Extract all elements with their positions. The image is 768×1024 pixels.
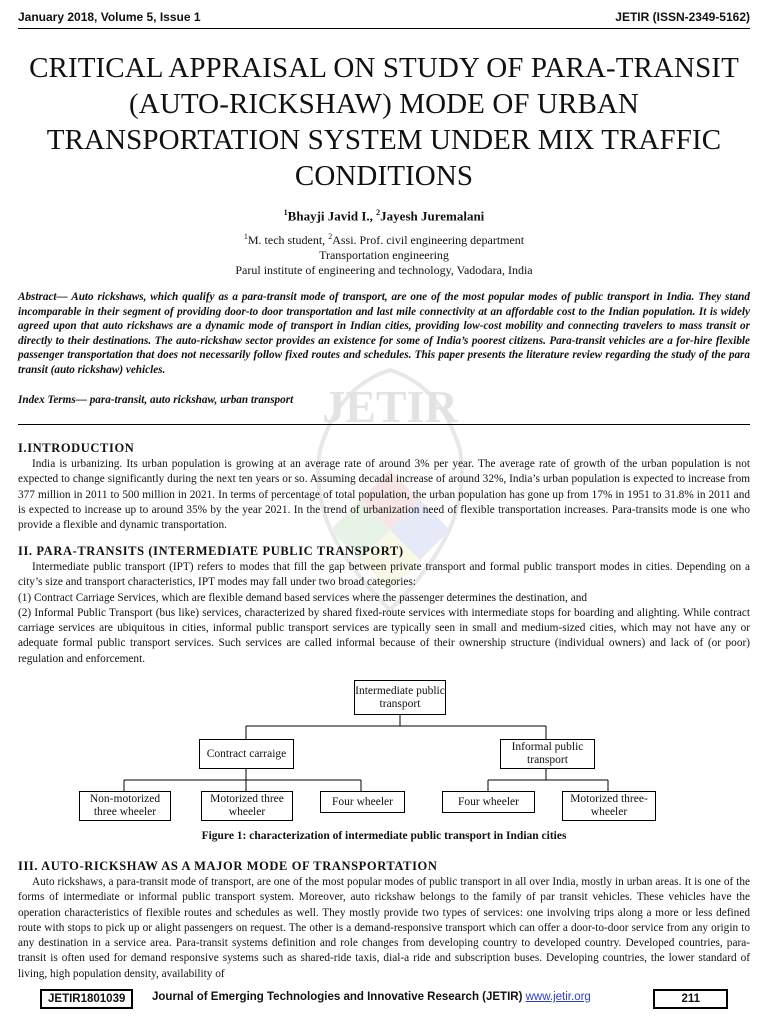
affiliation-line-1: [0, 229, 768, 248]
journal-title: Journal of Emerging Technologies and Innovative Research (JETIR): [152, 991, 526, 1003]
affiliation-block: [0, 229, 768, 278]
para-transit-paragraph-2: (1) Contract Carriage Services, which are flexible demand based services where the passenger determines the destination, and: [18, 591, 588, 604]
affiliation-line-3: Parul institute of engineering and technology, Vadodara, India: [235, 263, 533, 277]
introduction-heading: I.INTRODUCTION: [18, 441, 135, 455]
issue-info: January 2018, Volume 5, Issue 1: [18, 10, 201, 24]
affil-role-1: M. tech student,: [247, 233, 329, 247]
ipt-classification-diagram: [0, 670, 768, 830]
journal-issn: JETIR (ISSN-2349-5162): [615, 10, 750, 24]
watermark-text: JETIR: [322, 381, 458, 432]
author2-name: Jayesh Juremalani: [380, 208, 485, 224]
running-header: [18, 10, 750, 28]
author-line: [0, 208, 768, 224]
node-four-wheeler-contract: Four wheeler: [320, 791, 405, 813]
journal-link[interactable]: www.jetir.org: [525, 991, 591, 1003]
auto-rickshaw-paragraph: Auto rickshaws, a para-transit mode of transport, are one of the most popular modes of public transport in all over India, mostly in urban areas. It is one of the forms of intermediate or informal public transport system. Moreover, auto rickshaw belongs to the family of par transit vehicles. These vehicles have the operation characteristics of flexible routes and schedules as well. They mostly provide two types of services: one involving trips along a more or less defined route with stops to pick up or alight passengers on request. The other is a demand-responsive transport which can offer a door-to-door service from any origin to any destination in a service area. Para-transit systems definition and role changes from developing country to developed country. Developed countries, para-transit is often used for demand responsive systems such as shared-ride taxis, dial-a ride and subscription buses. Developing countries, the lower standard of living, high population density, availability of: [18, 876, 750, 980]
introduction-paragraph: India is urbanizing. Its urban population is growing at an average rate of around 3% per year. The average rate of growth of the urban population is not expected to change significantly during the next ten years or so. Assuming decadal increase of around 32%, India’s urban population is expected to increase from 377 million in 2011 to 500 million in 2021. In terms of percentage of total population, the urban population has gone up from 17% in 1951 to 31.8% in 2011 and is expected to increase up to around 35% by the year 2021. In the trend of urbanization need of flexible transportation increases. Para-transits mode is one who provide a flexible and dynamic transportation.: [18, 458, 750, 532]
node-contract-carriage: Contract carraige: [199, 739, 294, 769]
para-transit-text: [18, 560, 750, 667]
article-code: JETIR1801039: [40, 989, 133, 1009]
author2-marker: 2: [376, 208, 381, 217]
journal-name: [152, 991, 591, 1003]
abstract: Abstract— Auto rickshaws, which qualify as a para-transit mode of transport, are one of the most popular modes of public transport in India. They stand incomparable in their segment of providing door-to door transportation and last mile connectivity at an affordable cost to the Indian population. It is widely agreed upon that auto rickshaws are a dynamic mode of transport in Indian cities, providing low-cost mobility and connecting travelers to mass transit or directly to their destinations. The auto-rickshaw sector provides an existence for some of India’s poorest citizens. Para-transit vehicles are a for-hire flexible passenger transportation that does not necessarily follow fixed routes and schedules. This paper presents the literature review regarding the study of the para transit (auto rickshaw) vehicles.: [18, 291, 750, 376]
node-intermediate-public-transport: Intermediate public transport: [354, 680, 446, 715]
figure-caption: Figure 1: characterization of intermediate public transport in Indian cities: [201, 830, 567, 842]
para-transit-heading: II. PARA-TRANSITS (INTERMEDIATE PUBLIC TRANSPORT): [18, 544, 404, 558]
introduction-text: [18, 457, 750, 533]
node-motorized-three-wheeler-informal: Motorized three-wheeler: [562, 791, 656, 821]
page-number: 211: [653, 989, 728, 1009]
auto-rickshaw-heading: III. AUTO-RICKSHAW AS A MAJOR MODE OF TRANSPORTATION: [18, 859, 438, 873]
page-footer: [40, 987, 728, 1011]
header-rule: [18, 28, 750, 29]
author1-marker: 1: [283, 208, 288, 217]
affiliation-line-2: Transportation engineering: [319, 248, 449, 262]
index-terms: Index Terms— para-transit, auto rickshaw, urban transport: [18, 394, 294, 406]
affil-marker-2: 2: [328, 232, 333, 241]
affil-marker-1: 1: [243, 232, 248, 241]
paper-title: CRITICAL APPRAISAL ON STUDY OF PARA-TRANSIT (AUTO-RICKSHAW) MODE OF URBAN TRANSPORTATION SYSTEM UNDER MIX TRAFFIC CONDITIONS: [29, 52, 739, 192]
node-informal-public-transport: Informal public transport: [500, 739, 595, 769]
para-transit-paragraph-3: (2) Informal Public Transport (bus like) services, characterized by shared fixed-route services with intermediate stops for boarding and alighting. While contract carriage services are ubiquitous in cities, informal public transport services are typically seen in small and medium-sized cities, which may not have any or adequate formal public transport services. Such services are called informal because of their ownership structure (individual owners) and lack of (or poor) regulation and enforcement.: [18, 606, 750, 665]
affil-role-2: Assi. Prof. civil engineering department: [332, 233, 525, 247]
para-transit-paragraph-1: Intermediate public transport (IPT) refers to modes that fill the gap between private transport and formal public transport modes in cities. Depending on a city’s size and transport characteristics, IPT modes may fall under two broad categories:: [18, 561, 750, 589]
auto-rickshaw-text: [18, 875, 750, 982]
node-motorized-three-wheeler: Motorized three wheeler: [201, 791, 293, 821]
node-four-wheeler-informal: Four wheeler: [442, 791, 535, 813]
abstract-rule: [18, 424, 750, 425]
author1-name: Bhayji Javid I.,: [287, 208, 377, 224]
node-non-motorized-three-wheeler: Non-motorized three wheeler: [79, 791, 171, 821]
